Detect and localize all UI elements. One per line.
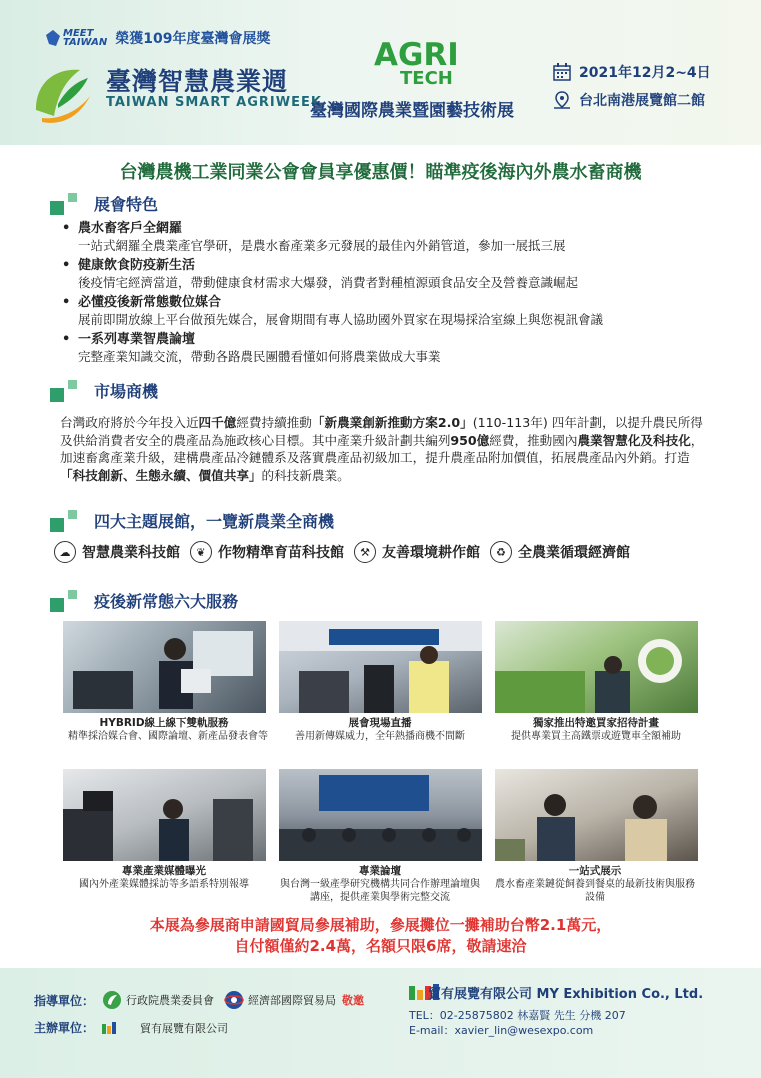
boft-logo-icon <box>224 990 244 1010</box>
meet-taiwan-logo: MEET TAIWAN <box>63 28 108 48</box>
service-caption <box>486 717 706 743</box>
seedling-icon: ❦ <box>190 541 212 563</box>
section-square-icon <box>50 193 82 215</box>
service-caption <box>270 717 490 743</box>
invite-text: 敬邀 <box>342 994 365 1007</box>
agritech-logo-tech: TECH <box>400 68 453 89</box>
service-desc: 善用新傳媒威力，全年熱播商機不間斷 <box>295 731 465 742</box>
photo-one-stop-display <box>495 769 698 861</box>
org-boft: 經濟部國際貿易局 <box>248 994 337 1007</box>
hall-item <box>354 541 480 563</box>
list-item: • 健康飲食防疫新生活 後疫情宅經濟當道，帶動健康食材需求大爆發，消費者對種植源頭食品安全及營養意識崛起 <box>62 258 742 291</box>
contact-tel: TEL：02-25875802 林嘉賢 先生 分機 207 <box>409 1009 626 1022</box>
section-market <box>50 379 158 402</box>
hall-label: 智慧農業科技館 <box>82 545 180 561</box>
section-halls <box>50 509 334 532</box>
smart-agriweek-subtitle: TAIWAN SMART AGRIWEEK <box>106 95 322 110</box>
photo-forum <box>279 769 482 861</box>
service-desc: 農水畜產業鏈從飼養到餐桌的最新技術與服務設備 <box>495 879 695 903</box>
service-caption <box>54 717 274 743</box>
section-title: 展會特色 <box>94 195 159 214</box>
hall-item <box>490 541 630 563</box>
promo-line: 本展為參展商申請國貿局參展補助，參展攤位一攤補助台幣2.1萬元， <box>149 916 612 934</box>
section-square-icon <box>50 590 82 612</box>
hall-label: 作物精準育苗科技館 <box>218 545 344 561</box>
hall-label: 全農業循環經濟館 <box>518 545 630 561</box>
service-caption <box>276 865 484 904</box>
guidance-label: 指導單位： <box>34 993 95 1008</box>
section-features <box>50 192 158 215</box>
smart-agriweek-title: 臺灣智慧農業週 <box>106 67 289 96</box>
halls-row <box>54 541 640 563</box>
service-desc: 提供專業買主高鐵票或遊覽車全額補助 <box>511 731 681 742</box>
host-row <box>34 1019 228 1036</box>
cloud-icon: ☁ <box>54 541 76 563</box>
meet-taiwan-logo-icon <box>46 30 60 46</box>
section-title: 四大主題展館，一覽新農業全商機 <box>94 512 335 531</box>
recycle-icon: ♻ <box>490 541 512 563</box>
hall-item <box>190 541 344 563</box>
section-title: 市場商機 <box>94 382 159 401</box>
list-item: • 農水畜客戶全網羅 一站式網羅全農業產官學研，是農水畜產業多元發展的最佳內外銷管道，參加一展抵三展 <box>62 221 742 254</box>
section-square-icon <box>50 380 82 402</box>
feature-desc: 完整產業知識交流，帶動各路農民團體看懂如何將農業做成大事業 <box>78 349 441 364</box>
host-name: 貿有展覽有限公司 <box>140 1021 229 1035</box>
calendar-icon <box>553 63 571 81</box>
event-venue-text: 台北南港展覽館二館 <box>579 93 705 109</box>
section-title: 疫後新常態六大服務 <box>94 592 239 611</box>
features-list <box>62 221 742 369</box>
location-pin-icon <box>553 91 571 109</box>
host-label: 主辦單位： <box>34 1021 95 1035</box>
feature-title: 必懂疫後新常態數位媒合 <box>78 295 222 310</box>
list-item: • 一系列專業智農論壇 完整產業知識交流，帶動各路農民團體看懂如何將農業做成大事業 <box>62 332 742 365</box>
promo-line: 自付額僅約2.4萬，名額只限6席，敬請速洽 <box>234 937 527 955</box>
market-paragraph: 台灣政府將於今年投入近四千億經費持續推動「新農業創新推動方案2.0」(110-113年) 四年計劃，以提升農民所得及供給消費者安全的農產品為施政核心目標。其中產業升級計劃共編列950億經費，推動國內農業智慧化及科技化，加速畜禽產業升級，建構農產品冷鏈體系及落實農產品初級加工，提升農產品附加價值，拓展農產品內外銷。打造「科技創新、生態永續、價值共享」的科技新農業。 <box>60 415 704 483</box>
coa-logo-icon <box>102 990 122 1010</box>
hall-label: 友善環境耕作館 <box>382 545 480 561</box>
my-exhibition-small-logo-icon <box>102 1022 116 1034</box>
hall-item <box>54 541 180 563</box>
event-date-text: 2021年12月2~4日 <box>579 65 711 81</box>
headline: 台灣農機工業同業公會會員享優惠價！瞄準疫後海內外農水畜商機 <box>119 162 642 183</box>
agritech-logo-agri: AGRI <box>374 37 459 73</box>
feature-desc: 展前即開放線上平台做預先媒合，展會期間有專人協助國外買家在現場採洽室線上與您視訊會議 <box>78 312 604 327</box>
photo-media-exposure <box>63 769 266 861</box>
feature-desc: 一站式網羅全農業產官學研，是農水畜產業多元發展的最佳內外銷管道，參加一展抵三展 <box>78 238 566 253</box>
feature-title: 農水畜客戶全網羅 <box>78 221 183 236</box>
event-date <box>553 62 711 82</box>
service-desc: 與台灣一級產學研究機構共同合作辦理論壇與講座，提供產業與學術完整交流 <box>280 879 480 903</box>
expo-name: 臺灣國際農業暨園藝技術展 <box>310 101 514 121</box>
section-square-icon <box>50 510 82 532</box>
guidance-row <box>34 990 364 1010</box>
meet-taiwan-award <box>46 28 271 48</box>
service-desc: 國內外產業媒體採訪等多語系特別報導 <box>79 879 249 890</box>
event-venue <box>553 90 705 110</box>
service-title: 展會現場直播 <box>348 717 412 729</box>
award-text: 榮獲109年度臺灣會展獎 <box>115 31 271 47</box>
service-caption <box>495 865 695 904</box>
promo-text <box>0 915 761 957</box>
service-title: 專業產業媒體曝光 <box>122 865 206 877</box>
section-services <box>50 589 238 612</box>
photo-hybrid-service <box>63 621 266 713</box>
service-caption <box>54 865 274 891</box>
feature-desc: 後疫情宅經濟當道，帶動健康食材需求大爆發，消費者對種植源頭食品安全及營養意識崛起 <box>78 275 579 290</box>
list-item: • 必懂疫後新常態數位媒合 展前即開放線上平台做預先媒合，展會期間有專人協助國外買家在現場採洽室線上與您視訊會議 <box>62 295 742 328</box>
service-title: 一站式展示 <box>568 865 622 877</box>
service-title: HYBRID線上線下雙軌服務 <box>99 717 229 729</box>
feature-title: 健康飲食防疫新生活 <box>78 258 196 273</box>
smart-agriweek-leaf-logo-icon <box>28 60 98 128</box>
service-title: 專業論壇 <box>359 865 401 877</box>
photo-buyer-program <box>495 621 698 713</box>
company-name: 貿有展覽有限公司 MY Exhibition Co., Ltd. <box>428 987 704 1002</box>
service-title: 獨家推出特邀買家招待計畫 <box>533 717 659 729</box>
org-coa: 行政院農業委員會 <box>126 994 215 1007</box>
feature-title: 一系列專業智農論壇 <box>78 332 196 347</box>
photo-live-stream <box>279 621 482 713</box>
tools-icon: ⚒ <box>354 541 376 563</box>
contact-email: E-mail：xavier_lin@wesexpo.com <box>409 1024 594 1037</box>
service-desc: 精準採洽媒合會、國際論壇、新產品發表會等 <box>68 731 268 742</box>
